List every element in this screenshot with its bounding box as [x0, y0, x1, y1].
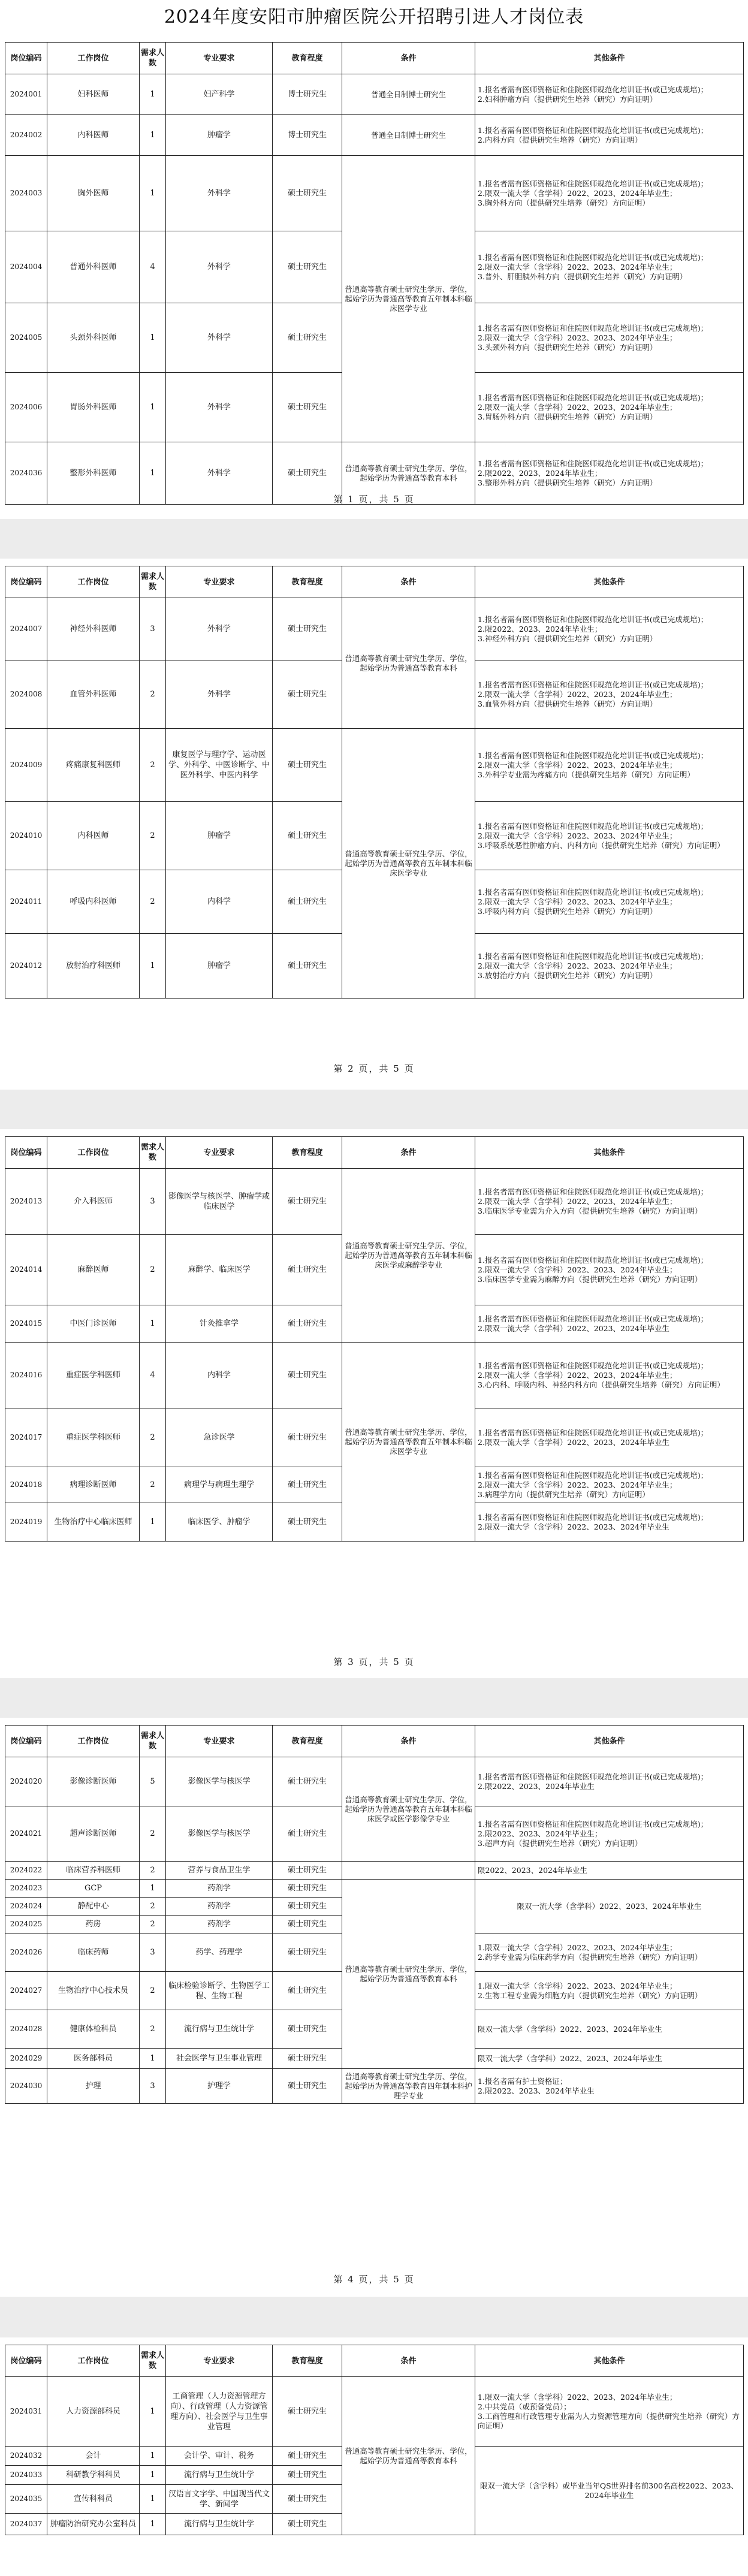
cell-major: 麻醉学、临床医学 — [166, 1235, 273, 1305]
cell-post: 胃肠外科医师 — [47, 373, 140, 442]
cell-major: 护理学 — [166, 2069, 273, 2104]
cell-other: 1.报名者需有医师资格证和住院医师规范化培训证书(或已完成规培)； 2.限双一流大学（含学科）2022、2023、2024年毕业生； 3.外科学专业需为疼痛方向（提供研究生培养（研究）方向证明） — [475, 729, 744, 802]
cell-count: 1 — [140, 2485, 166, 2514]
cell-code: 2024008 — [5, 660, 47, 729]
cell-count: 2 — [140, 870, 166, 934]
cell-education: 硕士研究生 — [273, 1169, 342, 1235]
position-table — [5, 1725, 744, 2104]
cell-major: 临床检验诊断学、生物医学工程、生物工程 — [166, 1972, 273, 2010]
cell-education: 硕士研究生 — [273, 1862, 342, 1880]
cell-condition: 普通高等教育硕士研究生学历、学位，起始学历为普通高等教育五年制本科临床医学或麻醉学专业 — [342, 1169, 475, 1343]
column-header: 其他条件 — [475, 1726, 744, 1757]
cell-code: 2024021 — [5, 1806, 47, 1862]
column-header: 工作岗位 — [47, 566, 140, 598]
cell-other: 1.报名者需有医师资格证和住院医师规范化培训证书(或已完成规培)； 2.妇科肿瘤方向（提供研究生培养（研究）方向证明） — [475, 74, 744, 115]
cell-post: 介入科医师 — [47, 1169, 140, 1235]
cell-education: 硕士研究生 — [273, 2049, 342, 2069]
cell-education: 硕士研究生 — [273, 303, 342, 373]
cell-major: 影像医学与核医学 — [166, 1757, 273, 1806]
column-header: 专业要求 — [166, 2345, 273, 2377]
cell-code: 2024037 — [5, 2514, 47, 2535]
cell-post: 药房 — [47, 1916, 140, 1933]
cell-post: 肿瘤防治研究办公室科员 — [47, 2514, 140, 2535]
cell-education: 硕士研究生 — [273, 1343, 342, 1408]
cell-count: 2 — [140, 1972, 166, 2010]
cell-count: 3 — [140, 2069, 166, 2104]
cell-other: 限双一流大学（含学科）2022、2023、2024年毕业生 — [475, 2049, 744, 2069]
cell-code: 2024002 — [5, 115, 47, 156]
column-header: 岗位编码 — [5, 2345, 47, 2377]
cell-other: 1.报名者需有医师资格证和住院医师规范化培训证书(或已完成规培)； 2.限双一流大学（含学科）2022、2023、2024年毕业生； 3.胸外科方向（提供研究生培养（研究）方向证明） — [475, 156, 744, 231]
column-header: 岗位编码 — [5, 1726, 47, 1757]
cell-major: 肿瘤学 — [166, 802, 273, 870]
cell-post: 宣传科科员 — [47, 2485, 140, 2514]
cell-count: 1 — [140, 156, 166, 231]
cell-education: 硕士研究生 — [273, 1235, 342, 1305]
cell-other: 1.报名者需有医师资格证和住院医师规范化培训证书(或已完成规培)； 2.限2022、2023、2024年毕业生； 3.整形外科方向（提供研究生培养（研究）方向证明） — [475, 442, 744, 505]
cell-code: 2024031 — [5, 2377, 47, 2447]
column-header: 条件 — [342, 1726, 475, 1757]
cell-post: 临床营养科医师 — [47, 1862, 140, 1880]
column-header: 需求人数 — [140, 1726, 166, 1757]
cell-education: 硕士研究生 — [273, 2377, 342, 2447]
cell-code: 2024027 — [5, 1972, 47, 2010]
cell-post: GCP — [47, 1880, 140, 1898]
cell-other: 1.限双一流大学（含学科）2022、2023、2024年毕业生； 2.药学专业需为临床药学方向（提供研究生培养（研究）方向证明） — [475, 1933, 744, 1972]
cell-code: 2024018 — [5, 1467, 47, 1503]
column-header: 专业要求 — [166, 566, 273, 598]
cell-education: 硕士研究生 — [273, 442, 342, 505]
cell-count: 2 — [140, 2010, 166, 2049]
cell-post: 呼吸内科医师 — [47, 870, 140, 934]
cell-condition — [342, 1862, 475, 1880]
table-row — [5, 115, 744, 156]
column-header: 条件 — [342, 566, 475, 598]
cell-education: 博士研究生 — [273, 115, 342, 156]
cell-other: 1.报名者需有医师资格证和住院医师规范化培训证书(或已完成规培)； 2.限双一流大学（含学科）2022、2023、2024年毕业生； 3.血管外科方向（提供研究生培养（研究）方向证明） — [475, 660, 744, 729]
column-header: 工作岗位 — [47, 1726, 140, 1757]
cell-post: 科研教学科科员 — [47, 2466, 140, 2485]
cell-code: 2024020 — [5, 1757, 47, 1806]
cell-other: 1.报名者需有医师资格证和住院医师规范化培训证书(或已完成规培)； 2.限双一流大学（含学科）2022、2023、2024年毕业生； 3.胃肠外科方向（提供研究生培养（研究）方向证明） — [475, 373, 744, 442]
cell-post: 重症医学科医师 — [47, 1343, 140, 1408]
table-row — [5, 1343, 744, 1408]
cell-code: 2024028 — [5, 2010, 47, 2049]
cell-education: 硕士研究生 — [273, 2466, 342, 2485]
cell-post: 人力资源部科员 — [47, 2377, 140, 2447]
cell-count: 1 — [140, 373, 166, 442]
cell-post: 护理 — [47, 2069, 140, 2104]
cell-code: 2024036 — [5, 442, 47, 505]
cell-count: 2 — [140, 1467, 166, 1503]
column-header: 教育程度 — [273, 2345, 342, 2377]
cell-major: 肿瘤学 — [166, 115, 273, 156]
cell-condition: 普通全日制博士研究生 — [342, 74, 475, 115]
cell-post: 放射治疗科医师 — [47, 934, 140, 999]
cell-other: 1.报名者需有医师资格证和住院医师规范化培训证书(或已完成规培)； 2.限双一流大学（含学科）2022、2023、2024年毕业生 — [475, 1408, 744, 1467]
cell-major: 外科学 — [166, 598, 273, 660]
cell-count: 2 — [140, 1916, 166, 1933]
cell-count: 2 — [140, 1862, 166, 1880]
cell-other: 1.报名者需有医师资格证和住院医师规范化培训证书(或已完成规培)； 2.限双一流大学（含学科）2022、2023、2024年毕业生； 3.普外、肝胆胰外科方向（提供研究生培养（研究）方向证明） — [475, 231, 744, 303]
cell-code: 2024004 — [5, 231, 47, 303]
cell-education: 硕士研究生 — [273, 2069, 342, 2104]
cell-education: 硕士研究生 — [273, 729, 342, 802]
cell-education: 硕士研究生 — [273, 660, 342, 729]
cell-other: 1.报名者需有医师资格证和住院医师规范化培训证书(或已完成规培)； 2.限双一流大学（含学科）2022、2023、2024年毕业生； 3.心内科、呼吸内科、神经内科方向（提供研究生培养（研究）方向证明） — [475, 1343, 744, 1408]
cell-code: 2024014 — [5, 1235, 47, 1305]
cell-major: 肿瘤学 — [166, 934, 273, 999]
cell-other: 1.报名者需有医师资格证和住院医师规范化培训证书(或已完成规培)； 2.限2022、2023、2024年毕业生； 3.神经外科方向（提供研究生培养（研究）方向证明） — [475, 598, 744, 660]
cell-post: 临床药师 — [47, 1933, 140, 1972]
position-table — [5, 2345, 744, 2535]
cell-post: 会计 — [47, 2447, 140, 2466]
cell-education: 硕士研究生 — [273, 1898, 342, 1916]
table-row — [5, 156, 744, 231]
column-header: 其他条件 — [475, 43, 744, 74]
cell-major: 针灸推拿学 — [166, 1305, 273, 1343]
cell-condition: 普通高等教育硕士研究生学历、学位，起始学历为普通高等教育四年制本科护理学专业 — [342, 2069, 475, 2104]
table-row — [5, 2377, 744, 2447]
cell-education: 硕士研究生 — [273, 156, 342, 231]
cell-post: 重症医学科医师 — [47, 1408, 140, 1467]
cell-count: 1 — [140, 2377, 166, 2447]
cell-code: 2024009 — [5, 729, 47, 802]
cell-major: 营养与食品卫生学 — [166, 1862, 273, 1880]
cell-post: 生物治疗中心临床医师 — [47, 1503, 140, 1542]
cell-code: 2024003 — [5, 156, 47, 231]
page-footer-2: 第 2 页，共 5 页 — [333, 1063, 415, 1074]
cell-other: 1.报名者需有医师资格证和住院医师规范化培训证书(或已完成规培)； 2.限2022、2023、2024年毕业生 — [475, 1757, 744, 1806]
cell-other: 1.报名者需有医师资格证和住院医师规范化培训证书(或已完成规培)； 2.限双一流大学（含学科）2022、2023、2024年毕业生 — [475, 1503, 744, 1542]
cell-education: 硕士研究生 — [273, 1916, 342, 1933]
table-row — [5, 1169, 744, 1235]
table-page-5 — [0, 2337, 748, 2576]
cell-major: 流行病与卫生统计学 — [166, 2514, 273, 2535]
cell-count: 1 — [140, 74, 166, 115]
column-header: 教育程度 — [273, 566, 342, 598]
position-table — [5, 566, 744, 999]
cell-major: 妇产科学 — [166, 74, 273, 115]
cell-post: 生物治疗中心技术员 — [47, 1972, 140, 2010]
cell-other: 1.报名者需有医师资格证和住院医师规范化培训证书(或已完成规培)； 2.限双一流大学（含学科）2022、2023、2024年毕业生； 3.临床医学专业需为麻醉方向（提供研究生培养（研究）方向证明） — [475, 1235, 744, 1305]
cell-major: 药剂学 — [166, 1898, 273, 1916]
cell-post: 超声诊断医师 — [47, 1806, 140, 1862]
cell-other: 1.报名者需有医师资格证和住院医师规范化培训证书(或已完成规培)； 2.限双一流大学（含学科）2022、2023、2024年毕业生； 3.呼吸系统恶性肿瘤方向、内科方向（提供研究生培养（研究）方向证明） — [475, 802, 744, 870]
cell-condition: 普通高等教育硕士研究生学历、学位，起始学历为普通高等教育五年制本科临床医学专业 — [342, 729, 475, 999]
cell-post: 内科医师 — [47, 802, 140, 870]
cell-education: 硕士研究生 — [273, 1880, 342, 1898]
cell-code: 2024030 — [5, 2069, 47, 2104]
cell-education: 硕士研究生 — [273, 1503, 342, 1542]
table-page-4 — [0, 1718, 748, 2297]
cell-count: 1 — [140, 2466, 166, 2485]
cell-post: 医务部科员 — [47, 2049, 140, 2069]
table-page-3 — [0, 1129, 748, 1678]
cell-count: 2 — [140, 802, 166, 870]
cell-count: 2 — [140, 1235, 166, 1305]
cell-condition: 普通高等教育硕士研究生学历、学位，起始学历为普通高等教育五年制本科临床医学专业 — [342, 1343, 475, 1542]
cell-major: 病理学与病理生理学 — [166, 1467, 273, 1503]
cell-other: 限双一流大学（含学科）2022、2023、2024年毕业生 — [475, 2010, 744, 2049]
cell-count: 3 — [140, 1933, 166, 1972]
cell-education: 硕士研究生 — [273, 1806, 342, 1862]
cell-count: 1 — [140, 934, 166, 999]
cell-code: 2024006 — [5, 373, 47, 442]
cell-code: 2024026 — [5, 1933, 47, 1972]
column-header: 条件 — [342, 43, 475, 74]
table-page-1 — [0, 35, 748, 519]
cell-education: 硕士研究生 — [273, 1305, 342, 1343]
cell-code: 2024019 — [5, 1503, 47, 1542]
cell-count: 1 — [140, 442, 166, 505]
cell-major: 外科学 — [166, 660, 273, 729]
cell-code: 2024016 — [5, 1343, 47, 1408]
cell-education: 硕士研究生 — [273, 1972, 342, 2010]
cell-education: 硕士研究生 — [273, 1757, 342, 1806]
cell-count: 1 — [140, 303, 166, 373]
cell-major: 外科学 — [166, 231, 273, 303]
cell-count: 1 — [140, 115, 166, 156]
cell-code: 2024012 — [5, 934, 47, 999]
cell-major: 外科学 — [166, 373, 273, 442]
cell-count: 2 — [140, 1806, 166, 1862]
column-header: 教育程度 — [273, 43, 342, 74]
cell-other: 1.报名者需有医师资格证和住院医师规范化培训证书(或已完成规培)； 2.限双一流大学（含学科）2022、2023、2024年毕业生； 3.临床医学专业需为介入方向（提供研究生培养（研究）方向证明） — [475, 1169, 744, 1235]
cell-code: 2024022 — [5, 1862, 47, 1880]
cell-post: 影像诊断医师 — [47, 1757, 140, 1806]
cell-major: 药学、药理学 — [166, 1933, 273, 1972]
cell-education: 硕士研究生 — [273, 2010, 342, 2049]
cell-major: 工商管理（人力资源管理方向）、行政管理（人力资源管理方向）、社会医学与卫生事业管理 — [166, 2377, 273, 2447]
cell-other: 1.报名者需有医师资格证和住院医师规范化培训证书(或已完成规培)； 2.限双一流大学（含学科）2022、2023、2024年毕业生； 3.呼吸内科方向（提供研究生培养（研究）方向证明） — [475, 870, 744, 934]
cell-other: 1.报名者需有医师资格证和住院医师规范化培训证书(或已完成规培)； 2.限2022、2023、2024年毕业生； 3.超声方向（提供研究生培养（研究）方向证明） — [475, 1806, 744, 1862]
cell-condition: 普通全日制博士研究生 — [342, 115, 475, 156]
cell-other: 1.限双一流大学（含学科）2022、2023、2024年毕业生； 2.中共党员（或预备党员）； 3.工商管理和行政管理专业需为人力资源管理方向（提供研究生培养（研究）方向证明） — [475, 2377, 744, 2447]
cell-post: 妇科医师 — [47, 74, 140, 115]
column-header: 条件 — [342, 1137, 475, 1169]
cell-other: 1.报名者需有医师资格证和住院医师规范化培训证书(或已完成规培)； 2.内科方向（提供研究生培养（研究）方向证明） — [475, 115, 744, 156]
column-header: 教育程度 — [273, 1726, 342, 1757]
cell-education: 硕士研究生 — [273, 2485, 342, 2514]
cell-condition: 普通高等教育硕士研究生学历、学位，起始学历为普通高等教育本科 — [342, 442, 475, 505]
cell-count: 4 — [140, 231, 166, 303]
cell-post: 血管外科医师 — [47, 660, 140, 729]
cell-count: 1 — [140, 1305, 166, 1343]
table-row — [5, 598, 744, 660]
column-header: 工作岗位 — [47, 2345, 140, 2377]
cell-code: 2024010 — [5, 802, 47, 870]
cell-major: 药剂学 — [166, 1880, 273, 1898]
cell-count: 2 — [140, 729, 166, 802]
cell-code: 2024023 — [5, 1880, 47, 1898]
cell-code: 2024033 — [5, 2466, 47, 2485]
cell-major: 外科学 — [166, 303, 273, 373]
table-row — [5, 1757, 744, 1806]
cell-education: 硕士研究生 — [273, 1408, 342, 1467]
cell-major: 药剂学 — [166, 1916, 273, 1933]
cell-education: 硕士研究生 — [273, 2514, 342, 2535]
cell-major: 内科学 — [166, 870, 273, 934]
cell-count: 4 — [140, 1343, 166, 1408]
cell-post: 头颈外科医师 — [47, 303, 140, 373]
cell-other: 限2022、2023、2024年毕业生 — [475, 1862, 744, 1880]
cell-major: 康复医学与理疗学、运动医学、外科学、中医诊断学、中医外科学、中医内科学 — [166, 729, 273, 802]
column-header: 需求人数 — [140, 2345, 166, 2377]
cell-count: 3 — [140, 598, 166, 660]
column-header: 岗位编码 — [5, 1137, 47, 1169]
cell-post: 麻醉医师 — [47, 1235, 140, 1305]
column-header: 专业要求 — [166, 43, 273, 74]
cell-other: 1.报名者需有护士资格证； 2.限2022、2023、2024年毕业生 — [475, 2069, 744, 2104]
column-header: 其他条件 — [475, 566, 744, 598]
cell-count: 2 — [140, 1898, 166, 1916]
cell-count: 3 — [140, 1169, 166, 1235]
cell-condition: 普通高等教育硕士研究生学历、学位，起始学历为普通高等教育本科 — [342, 598, 475, 729]
table-row — [5, 1880, 744, 1898]
cell-code: 2024001 — [5, 74, 47, 115]
cell-count: 2 — [140, 1408, 166, 1467]
cell-other: 限双一流大学（含学科）或毕业当年QS世界排名前300名高校2022、2023、2024年毕业生 — [475, 2447, 744, 2535]
cell-post: 中医门诊医师 — [47, 1305, 140, 1343]
cell-other: 1.报名者需有医师资格证和住院医师规范化培训证书(或已完成规培)； 2.限双一流大学（含学科）2022、2023、2024年毕业生 — [475, 1305, 744, 1343]
column-header: 工作岗位 — [47, 1137, 140, 1169]
column-header: 需求人数 — [140, 43, 166, 74]
cell-major: 影像医学与核医学 — [166, 1806, 273, 1862]
cell-post: 健康体检科员 — [47, 2010, 140, 2049]
cell-major: 外科学 — [166, 156, 273, 231]
cell-post: 整形外科医师 — [47, 442, 140, 505]
cell-major: 社会医学与卫生事业管理 — [166, 2049, 273, 2069]
cell-post: 疼痛康复科医师 — [47, 729, 140, 802]
cell-count: 1 — [140, 2514, 166, 2535]
cell-post: 胸外医师 — [47, 156, 140, 231]
cell-code: 2024035 — [5, 2485, 47, 2514]
cell-count: 5 — [140, 1757, 166, 1806]
cell-major: 急诊医学 — [166, 1408, 273, 1467]
table-row — [5, 74, 744, 115]
cell-other: 1.报名者需有医师资格证和住院医师规范化培训证书(或已完成规培)； 2.限双一流大学（含学科）2022、2023、2024年毕业生； 3.头颈外科方向（提供研究生培养（研究）方向证明） — [475, 303, 744, 373]
cell-code: 2024013 — [5, 1169, 47, 1235]
cell-code: 2024017 — [5, 1408, 47, 1467]
page-footer-1: 第 1 页，共 5 页 — [333, 494, 415, 505]
position-table — [5, 1136, 744, 1542]
page-footer-3: 第 3 页，共 5 页 — [333, 1657, 415, 1667]
cell-condition: 普通高等教育硕士研究生学历、学位，起始学历为普通高等教育本科 — [342, 1880, 475, 2069]
cell-education: 硕士研究生 — [273, 598, 342, 660]
cell-education: 硕士研究生 — [273, 231, 342, 303]
cell-major: 影像医学与核医学、肿瘤学或临床医学 — [166, 1169, 273, 1235]
cell-major: 流行病与卫生统计学 — [166, 2466, 273, 2485]
cell-major: 外科学 — [166, 442, 273, 505]
column-header: 需求人数 — [140, 566, 166, 598]
table-row — [5, 729, 744, 802]
cell-condition: 普通高等教育硕士研究生学历、学位，起始学历为普通高等教育五年制本科临床医学专业 — [342, 156, 475, 442]
cell-education: 博士研究生 — [273, 74, 342, 115]
cell-major: 临床医学、肿瘤学 — [166, 1503, 273, 1542]
column-header: 其他条件 — [475, 2345, 744, 2377]
column-header: 专业要求 — [166, 1726, 273, 1757]
page-title: 2024年度安阳市肿瘤医院公开招聘引进人才岗位表 — [0, 0, 748, 35]
column-header: 专业要求 — [166, 1137, 273, 1169]
cell-major: 会计学、审计、税务 — [166, 2447, 273, 2466]
cell-condition: 普通高等教育硕士研究生学历、学位，起始学历为普通高等教育五年制本科临床医学或医学影像学专业 — [342, 1757, 475, 1862]
cell-count: 1 — [140, 2447, 166, 2466]
table-row — [5, 1862, 744, 1880]
cell-code: 2024011 — [5, 870, 47, 934]
column-header: 岗位编码 — [5, 43, 47, 74]
page-footer-4: 第 4 页，共 5 页 — [333, 2274, 415, 2285]
cell-count: 1 — [140, 1503, 166, 1542]
cell-major: 内科学 — [166, 1343, 273, 1408]
column-header: 其他条件 — [475, 1137, 744, 1169]
cell-condition: 普通高等教育硕士研究生学历、学位，起始学历为普通高等教育本科 — [342, 2377, 475, 2535]
cell-education: 硕士研究生 — [273, 2447, 342, 2466]
cell-code: 2024032 — [5, 2447, 47, 2466]
cell-count: 1 — [140, 2049, 166, 2069]
position-table — [5, 42, 744, 505]
cell-other: 限双一流大学（含学科）2022、2023、2024年毕业生 — [475, 1880, 744, 1933]
cell-major: 汉语言文字学、中国现当代文学、新闻学 — [166, 2485, 273, 2514]
cell-education: 硕士研究生 — [273, 802, 342, 870]
column-header: 教育程度 — [273, 1137, 342, 1169]
cell-post: 神经外科医师 — [47, 598, 140, 660]
cell-post: 病理诊断医师 — [47, 1467, 140, 1503]
cell-education: 硕士研究生 — [273, 870, 342, 934]
cell-major: 流行病与卫生统计学 — [166, 2010, 273, 2049]
column-header: 工作岗位 — [47, 43, 140, 74]
cell-education: 硕士研究生 — [273, 373, 342, 442]
column-header: 需求人数 — [140, 1137, 166, 1169]
table-page-2 — [0, 559, 748, 1090]
cell-count: 2 — [140, 660, 166, 729]
table-row — [5, 2069, 744, 2104]
cell-post: 静配中心 — [47, 1898, 140, 1916]
cell-other: 1.报名者需有医师资格证和住院医师规范化培训证书(或已完成规培)； 2.限双一流大学（含学科）2022、2023、2024年毕业生； 3.放射治疗方向（提供研究生培养（研究）方向证明） — [475, 934, 744, 999]
cell-code: 2024005 — [5, 303, 47, 373]
cell-code: 2024015 — [5, 1305, 47, 1343]
cell-education: 硕士研究生 — [273, 1933, 342, 1972]
column-header: 条件 — [342, 2345, 475, 2377]
cell-code: 2024007 — [5, 598, 47, 660]
column-header: 岗位编码 — [5, 566, 47, 598]
cell-code: 2024024 — [5, 1898, 47, 1916]
cell-other: 1.限双一流大学（含学科）2022、2023、2024年毕业生； 2.生物工程专业需为细胞方向（提供研究生培养（研究）方向证明） — [475, 1972, 744, 2010]
cell-code: 2024029 — [5, 2049, 47, 2069]
cell-education: 硕士研究生 — [273, 934, 342, 999]
cell-other: 1.报名者需有医师资格证和住院医师规范化培训证书(或已完成规培)； 2.限双一流大学（含学科）2022、2023、2024年毕业生； 3.病理学方向（提供研究生培养（研究）方向证明） — [475, 1467, 744, 1503]
cell-count: 1 — [140, 1880, 166, 1898]
cell-post: 普通外科医师 — [47, 231, 140, 303]
cell-post: 内科医师 — [47, 115, 140, 156]
cell-education: 硕士研究生 — [273, 1467, 342, 1503]
cell-code: 2024025 — [5, 1916, 47, 1933]
